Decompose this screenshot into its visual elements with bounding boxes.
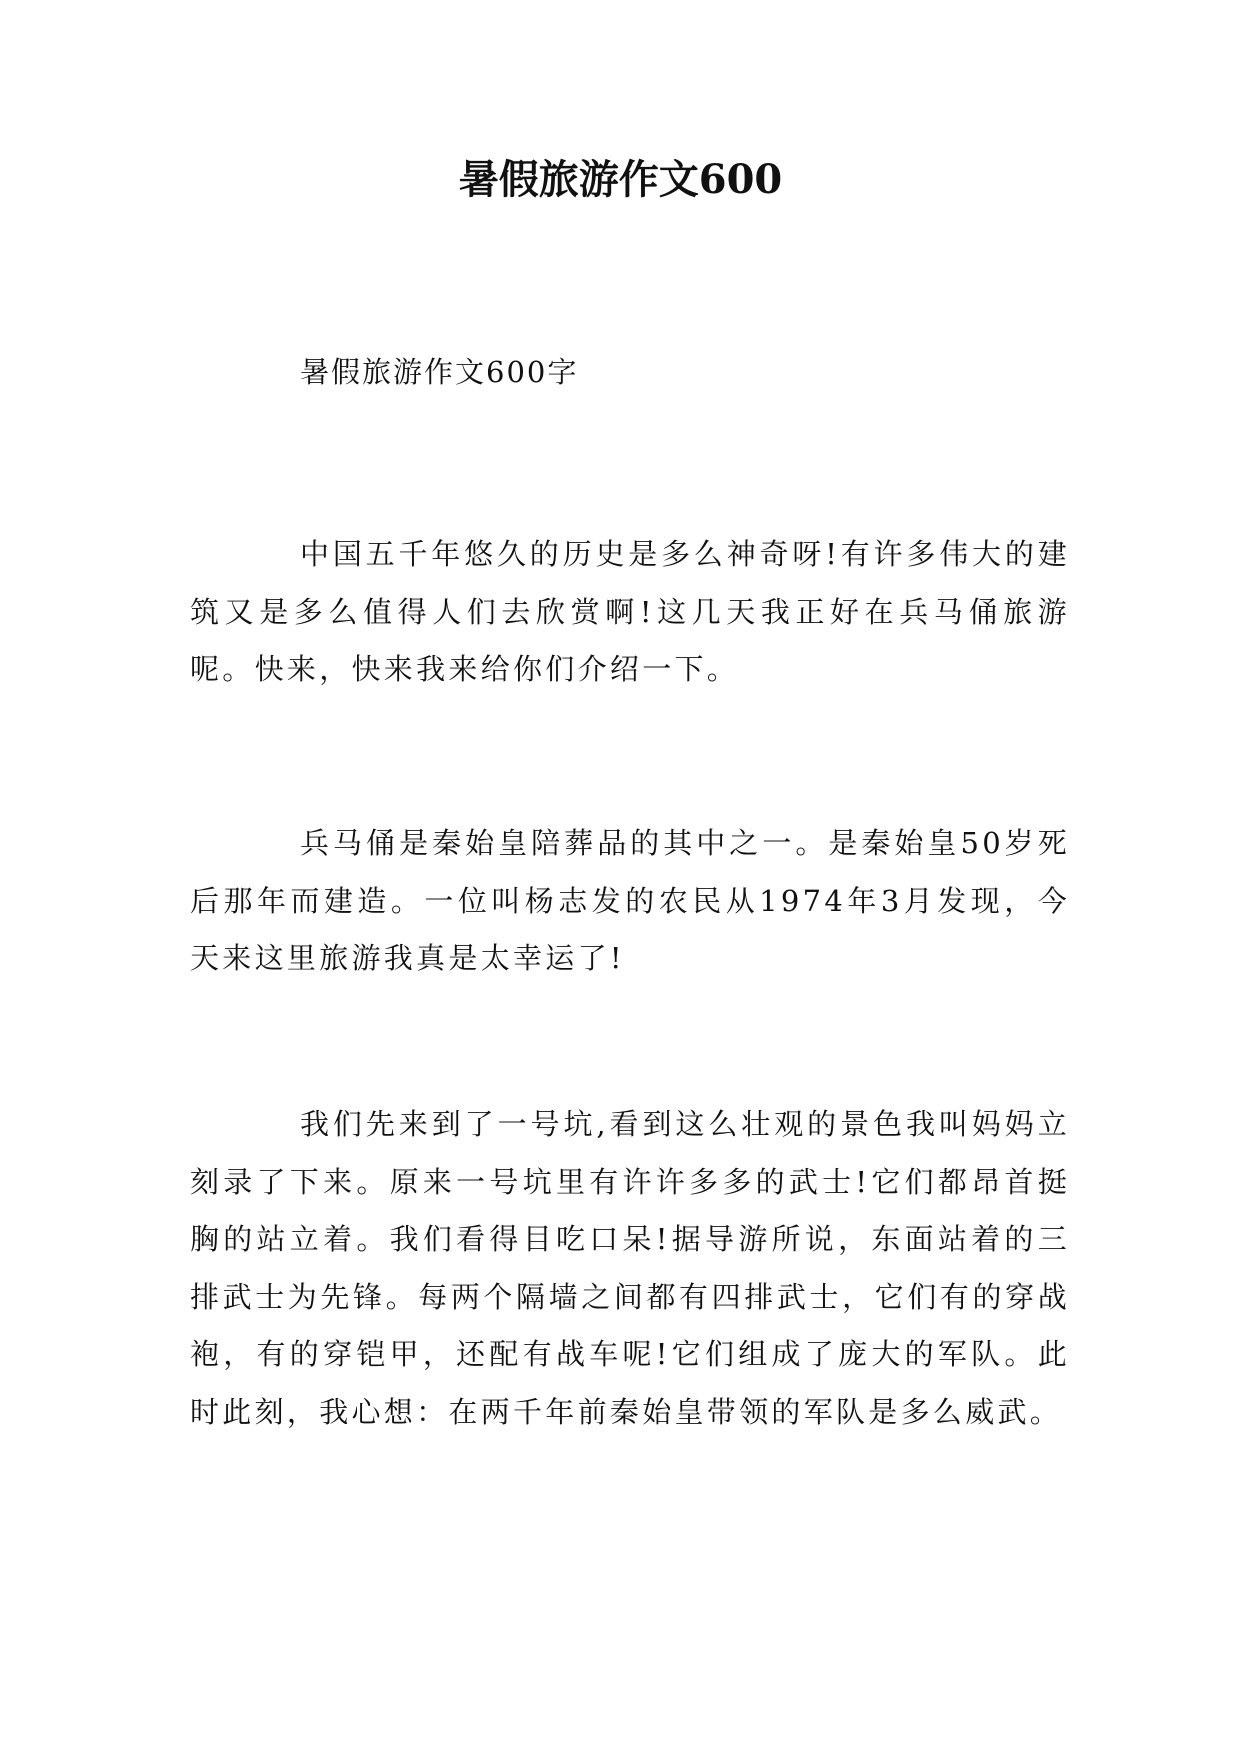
paragraph-intro: 中国五千年悠久的历史是多么神奇呀!有许多伟大的建筑又是多么值得人们去欣赏啊!这几天我正好在兵马俑旅游呢。快来，快来我来给你们介绍一下。 — [190, 537, 1070, 686]
paragraph-pit-one: 我们先来到了一号坑,看到这么壮观的景色我叫妈妈立刻录了下来。原来一号坑里有许许多多的武士!它们都昂首挺胸的站立着。我们看得目吃口呆!据导游所说，东面站着的三排武士为先锋。每两个隔墙之间都有四排武士，它们有的穿战袍，有的穿铠甲，还配有战车呢!它们组成了庞大的军队。此时此刻，我心想：在两千年前秦始皇带领的军队是多么威武。 — [190, 1107, 1070, 1429]
paragraph-history: 兵马俑是秦始皇陪葬品的其中之一。是秦始皇50岁死后那年而建造。一位叫杨志发的农民从1974年3月发现，今天来这里旅游我真是太幸运了! — [190, 826, 1070, 975]
document-title: 暑假旅游作文600 — [458, 156, 783, 203]
document-subtitle: 暑假旅游作文600字 — [300, 355, 579, 389]
